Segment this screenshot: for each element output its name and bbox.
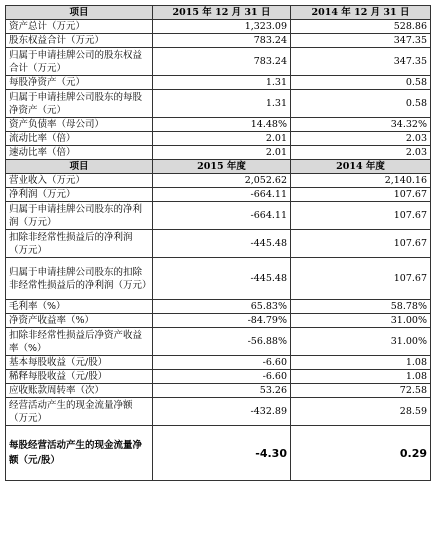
row-label: 归属于申请挂牌公司的股东权益合计（万元） xyxy=(6,48,153,76)
value-2014: 34.32% xyxy=(291,118,431,132)
value-2014: 528.86 xyxy=(291,20,431,34)
header-2014: 2014 年 12 月 31 日 xyxy=(291,6,431,20)
value-2015: -6.60 xyxy=(153,356,291,370)
table-row xyxy=(6,48,431,76)
table-row xyxy=(6,314,431,328)
value-2015: -6.60 xyxy=(153,370,291,384)
value-2014: 347.35 xyxy=(291,34,431,48)
row-label: 扣除非经常性损益后净资产收益率（%） xyxy=(6,328,153,356)
row-label: 速动比率（倍） xyxy=(6,146,153,160)
value-2014: 72.58 xyxy=(291,384,431,398)
value-2015: 2,052.62 xyxy=(153,174,291,188)
table-row xyxy=(6,174,431,188)
financial-summary-table xyxy=(5,5,431,481)
table-row xyxy=(6,146,431,160)
value-2014: 107.67 xyxy=(291,230,431,258)
row-label: 经营活动产生的现金流量净额（万元） xyxy=(6,398,153,426)
value-2015: 1.31 xyxy=(153,90,291,118)
value-2014: 107.67 xyxy=(291,202,431,230)
row-label: 净利润（万元） xyxy=(6,188,153,202)
value-2015: 53.26 xyxy=(153,384,291,398)
table-row xyxy=(6,34,431,48)
row-label: 归属于申请挂牌公司股东的净利润（万元） xyxy=(6,202,153,230)
table-row xyxy=(6,258,431,300)
value-2015: 65.83% xyxy=(153,300,291,314)
row-label: 流动比率（倍） xyxy=(6,132,153,146)
row-label: 毛利率（%） xyxy=(6,300,153,314)
row-label: 扣除非经常性损益后的净利润（万元） xyxy=(6,230,153,258)
table-row xyxy=(6,230,431,258)
value-2015: -56.88% xyxy=(153,328,291,356)
table-row xyxy=(6,384,431,398)
table-row xyxy=(6,426,431,481)
row-label: 应收账款周转率（次） xyxy=(6,384,153,398)
table-row xyxy=(6,76,431,90)
table-row xyxy=(6,300,431,314)
row-label: 稀释每股收益（元/股） xyxy=(6,370,153,384)
value-2015: -664.11 xyxy=(153,188,291,202)
row-label: 基本每股收益（元/股） xyxy=(6,356,153,370)
header-2015: 2015 年度 xyxy=(153,160,291,174)
value-2015: -445.48 xyxy=(153,230,291,258)
table-row xyxy=(6,20,431,34)
row-label: 营业收入（万元） xyxy=(6,174,153,188)
row-label: 资产总计（万元） xyxy=(6,20,153,34)
table-header-row xyxy=(6,6,431,20)
value-2014: 0.58 xyxy=(291,90,431,118)
value-2014: 58.78% xyxy=(291,300,431,314)
value-2014: 107.67 xyxy=(291,258,431,300)
value-2015: 2.01 xyxy=(153,132,291,146)
value-2014: 31.00% xyxy=(291,314,431,328)
value-2014: 0.29 xyxy=(291,426,431,481)
value-2015: -4.30 xyxy=(153,426,291,481)
value-2015: 14.48% xyxy=(153,118,291,132)
table-row xyxy=(6,398,431,426)
value-2014: 28.59 xyxy=(291,398,431,426)
value-2014: 2,140.16 xyxy=(291,174,431,188)
header-2015: 2015 年 12 月 31 日 xyxy=(153,6,291,20)
table-row xyxy=(6,370,431,384)
table-row xyxy=(6,202,431,230)
value-2015: 783.24 xyxy=(153,48,291,76)
table-row xyxy=(6,328,431,356)
table-row xyxy=(6,90,431,118)
header-item: 项目 xyxy=(6,6,153,20)
value-2015: 1.31 xyxy=(153,76,291,90)
value-2014: 1.08 xyxy=(291,370,431,384)
value-2014: 31.00% xyxy=(291,328,431,356)
header-item: 项目 xyxy=(6,160,153,174)
row-label: 归属于申请挂牌公司股东的扣除非经常性损益后的净利润（万元） xyxy=(6,258,153,300)
value-2015: 1,323.09 xyxy=(153,20,291,34)
header-2014: 2014 年度 xyxy=(291,160,431,174)
row-label: 归属于申请挂牌公司股东的每股净资产（元） xyxy=(6,90,153,118)
table-row xyxy=(6,132,431,146)
value-2015: -445.48 xyxy=(153,258,291,300)
row-label: 每股经营活动产生的现金流量净额（元/股） xyxy=(6,426,153,481)
table-row xyxy=(6,188,431,202)
table-header-row xyxy=(6,160,431,174)
value-2015: -432.89 xyxy=(153,398,291,426)
value-2014: 107.67 xyxy=(291,188,431,202)
value-2015: -84.79% xyxy=(153,314,291,328)
value-2014: 347.35 xyxy=(291,48,431,76)
table-row xyxy=(6,118,431,132)
row-label: 资产负债率（母公司） xyxy=(6,118,153,132)
value-2015: 783.24 xyxy=(153,34,291,48)
value-2015: 2.01 xyxy=(153,146,291,160)
value-2014: 1.08 xyxy=(291,356,431,370)
value-2014: 0.58 xyxy=(291,76,431,90)
value-2015: -664.11 xyxy=(153,202,291,230)
value-2014: 2.03 xyxy=(291,146,431,160)
row-label: 每股净资产（元） xyxy=(6,76,153,90)
value-2014: 2.03 xyxy=(291,132,431,146)
row-label: 净资产收益率（%） xyxy=(6,314,153,328)
table-row xyxy=(6,356,431,370)
row-label: 股东权益合计（万元） xyxy=(6,34,153,48)
